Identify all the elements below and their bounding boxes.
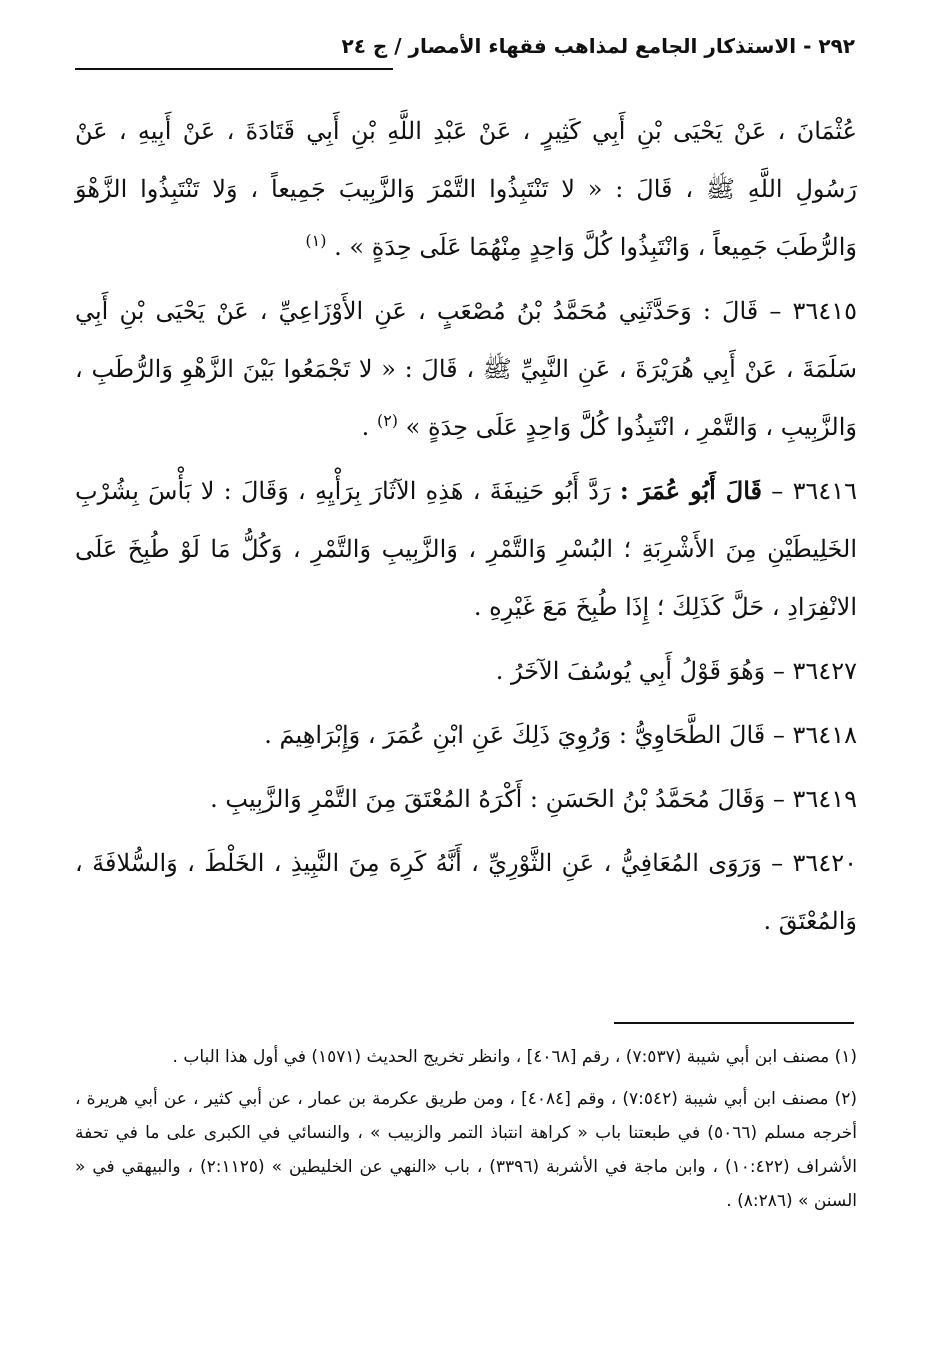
header-text: ٢٩٢ - الاستذكار الجامع لمذاهب فقهاء الأمصار / ج ٢٤ bbox=[341, 34, 855, 58]
paragraph-number: ٣٦٤٢٠ – bbox=[771, 849, 857, 877]
header-rule bbox=[75, 68, 393, 70]
paragraph-number: ٣٦٤١٦ – bbox=[771, 477, 858, 505]
paragraph-text: وَقَالَ مُحَمَّدُ بْنُ الحَسَنِ : أَكْرَهُ المُعْتَقَ مِنَ التَّمْرِ وَالزَّبِيبِ . bbox=[210, 785, 766, 813]
footnote-divider bbox=[614, 1022, 854, 1024]
footnotes bbox=[75, 1040, 857, 1226]
footnote-ref-2: (٢) bbox=[376, 411, 399, 430]
footnote-2: (٢) مصنف ابن أبي شيبة (٧:٥٤٢) ، وقم [٤٠٨٤] ، ومن طريق عكرمة بن عمار ، عن أبي كثير ، عن أبي هريرة ، أخرجه مسلم (٥٠٦٦) في طبعتنا باب « كراهة انتباذ التمر والزبيب » ، والنسائي في الكبرى على ما في تحفة الأشراف (١٠:٤٢٢) ، وابن ماجة في الأشربة (٣٣٩٦) ، باب «النهي عن الخليطين » (٢:١١٢٥) ، والبيهقي في « السنن » (٨:٢٨٦) . bbox=[75, 1089, 858, 1211]
speaker-label: قَالَ أَبُو عُمَرَ : bbox=[619, 476, 763, 505]
footnote-ref-1: (١) bbox=[305, 231, 327, 250]
paragraph-text: قَالَ الطَّحَاوِيُّ : وَرُوِيَ ذَلِكَ عَنِ ابْنِ عُمَرَ ، وَإِبْرَاهِيمَ . bbox=[264, 721, 766, 749]
paragraph-number: ٣٦٤١٩ – bbox=[772, 785, 857, 813]
paragraph-text: وَهُوَ قَوْلُ أَبِي يُوسُفَ الآخَرُ . bbox=[495, 657, 766, 685]
paragraph-36420 bbox=[75, 834, 857, 950]
paragraph-number: ٣٦٤١٥ – bbox=[769, 297, 857, 325]
footnote-1: (١) مصنف ابن أبي شيبة (٧:٥٣٧) ، رقم [٤٠٦٨] ، وانظر تخريج الحديث (١٥٧١) في أول هذا الباب . bbox=[172, 1047, 857, 1067]
paragraph-number: ٣٦٤٢٧ – bbox=[772, 657, 857, 685]
paragraph-text: رَدَّ أَبُو حَنِيفَةَ ، هَذِهِ الآثَارَ بِرَأْيِهِ ، وَقَالَ : لا بَأْسَ بِشُرْبِ الخَلِيطَيْنِ مِنَ الأَشْرِبَةِ ؛ البُسْرِ وَالتَّمْرِ ، وَالزَّبِيبِ وَالتَّمْرِ ، وَكُلُّ مَا لَوْ طُبِخَ عَلَى الانْفِرَادِ ، حَلَّ كَذَلِكَ ؛ إِذَا طُبِخَ مَعَ غَيْرِهِ . bbox=[75, 477, 858, 621]
paragraph-text: قَالَ : وَحَدَّثَنِي مُحَمَّدُ بْنُ مُصْعَبٍ ، عَنِ الأَوْزَاعِيِّ ، عَنْ يَحْيَى بْنِ أَبِي سَلَمَةَ ، عَنْ أَبِي هُرَيْرَةَ ، عَنِ النَّبِيِّ ﷺ ، قَالَ : « لا تَجْمَعُوا بَيْنَ الزَّهْوِ وَالرُّطَبِ ، وَالزَّبِيبِ ، وَالتَّمْرِ ، انْتَبِذُوا كُلَّ وَاحِدٍ عَلَى حِدَةٍ » bbox=[75, 297, 857, 441]
running-header bbox=[75, 28, 857, 68]
paragraph-end: . bbox=[361, 413, 370, 441]
book-page bbox=[75, 28, 857, 1345]
paragraph-36427 bbox=[75, 642, 857, 700]
paragraph-36416 bbox=[75, 462, 857, 636]
main-text bbox=[75, 102, 857, 950]
paragraph-36418 bbox=[75, 706, 857, 764]
paragraph-text: وَرَوَى المُعَافِيُّ ، عَنِ الثَّوْرِيِّ ، أَنَّهُ كَرِهَ مِنَ النَّبِيذِ ، الخَلْطَ ، وَالسُّلافَةَ ، وَالمُعْتَقَ . bbox=[75, 849, 857, 935]
paragraph-36415 bbox=[75, 282, 857, 456]
intro-text: عُثْمَانَ ، عَنْ يَحْيَى بْنِ أَبِي كَثِيرٍ ، عَنْ عَبْدِ اللَّهِ بْنِ أَبِي قَتَادَةَ ، عَنْ أَبِيهِ ، عَنْ رَسُولِ اللَّهِ ﷺ ، قَالَ : « لا تَنْتَبِذُوا التَّمْرَ وَالزَّبِيبَ جَمِيعاً ، وَلا تَنْتَبِذُوا الزَّهْوَ وَالرُّطَبَ جَمِيعاً ، وَانْتَبِذُوا كُلَّ وَاحِدٍ مِنْهُمَا عَلَى حِدَةٍ » . bbox=[75, 117, 857, 261]
paragraph-36419 bbox=[75, 770, 857, 828]
paragraph-number: ٣٦٤١٨ – bbox=[772, 721, 857, 749]
intro-paragraph bbox=[75, 102, 857, 276]
